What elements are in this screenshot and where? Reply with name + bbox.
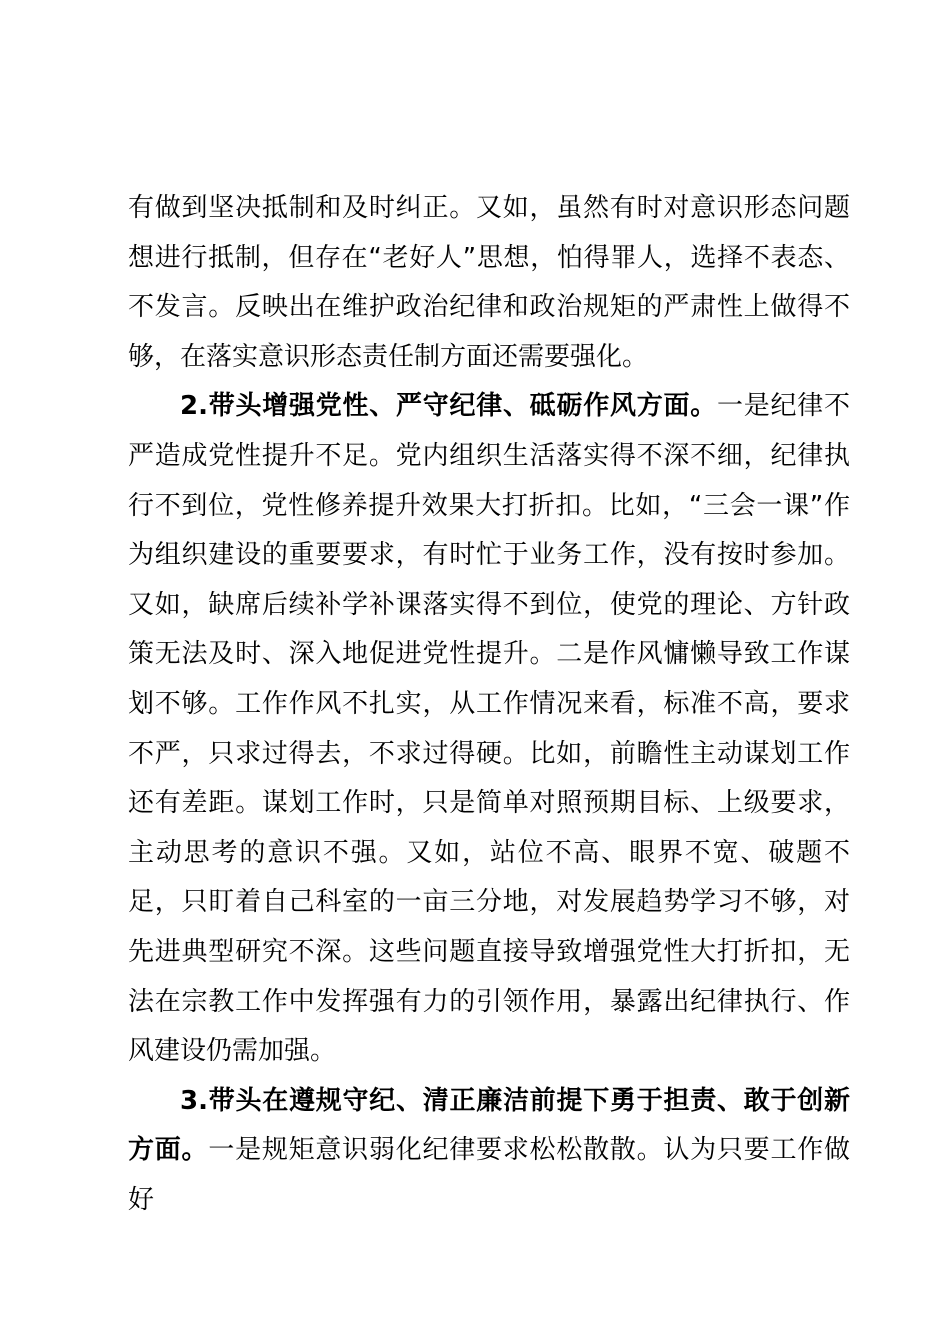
section-heading: 3.带头在遵规守纪、清正廉洁前提下勇于担责、敢于创新方面。	[128, 1085, 850, 1166]
paragraph-text: 有做到坚决抵制和及时纠正。又如，虽然有时对意识形态问题想进行抵制，但存在“老好人”思想，怕得罪人，选择不表态、不发言。反映出在维护政治纪律和政治规矩的严肃性上做得不够，在落实意识形态责任制方面还需要强化。	[128, 193, 850, 372]
paragraph-section-3	[128, 1077, 850, 1226]
document-page	[128, 184, 850, 1225]
paragraph-continuation	[128, 184, 850, 382]
paragraph-section-2	[128, 382, 850, 1076]
paragraph-text: 一是纪律不严造成党性提升不足。党内组织生活落实得不深不细，纪律执行不到位，党性修养提升效果大打折扣。比如，“三会一课”作为组织建设的重要要求，有时忙于业务工作，没有按时参加。又如，缺席后续补学补课落实得不到位，使党的理论、方针政策无法及时、深入地促进党性提升。二是作风慵懒导致工作谋划不够。工作作风不扎实，从工作情况来看，标准不高，要求不严，只求过得去，不求过得硬。比如，前瞻性主动谋划工作还有差距。谋划工作时，只是简单对照预期目标、上级要求，主动思考的意识不强。又如，站位不高、眼界不宽、破题不足，只盯着自己科室的一亩三分地，对发展趋势学习不够，对先进典型研究不深。这些问题直接导致增强党性大打折扣，无法在宗教工作中发挥强有力的引领作用，暴露出纪律执行、作风建设仍需加强。	[128, 391, 850, 1067]
paragraph-text: 一是规矩意识弱化纪律要求松松散散。认为只要工作做好	[128, 1135, 850, 1215]
section-heading: 2.带头增强党性、严守纪律、砥砺作风方面。	[180, 391, 717, 422]
